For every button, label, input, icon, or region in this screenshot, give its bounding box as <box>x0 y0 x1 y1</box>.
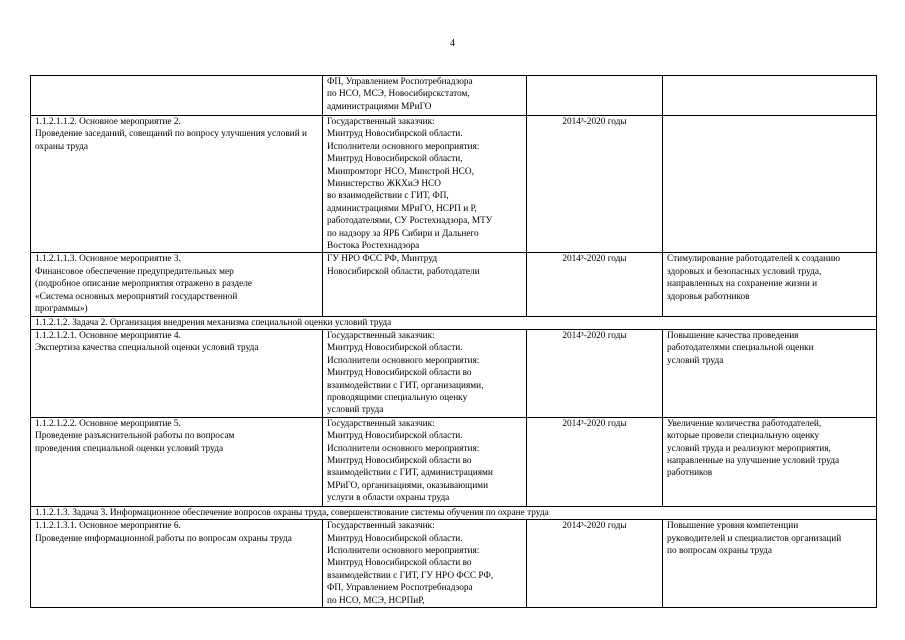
measure-cell <box>31 76 323 116</box>
task-row <box>31 506 877 519</box>
measure-cell: 1.1.2.1.2.1. Основное мероприятие 4. Экспертиза качества специальной оценки условий труда <box>31 329 323 417</box>
table-row <box>31 76 877 116</box>
period-cell <box>527 76 663 116</box>
executors-cell: Государственный заказчик: Минтруд Новосибирской области. Исполнители основного мероприятия: Минтруд Новосибирской области во взаимодействии с ГИТ, организациями, проводящими специальную оценку условий труда <box>323 329 527 417</box>
executors-cell: Государственный заказчик: Минтруд Новосибирской области. Исполнители основного мероприятия: Минтруд Новосибирской области во взаимодействии с ГИТ, администрациями МРиГО, организациями, оказывающими услуги в области охраны труда <box>323 417 527 506</box>
table-row <box>31 520 877 608</box>
executors-cell: ФП, Управлением Роспотребнадзора по НСО, МСЭ, Новосибирскстатом, администрациями МРиГО <box>323 76 527 116</box>
table-row <box>31 253 877 316</box>
measure-cell: 1.1.2.1.2.2. Основное мероприятие 5. Проведение разъяснительной работы по вопросам проведения специальной оценки условий труда <box>31 417 323 506</box>
table-row <box>31 116 877 253</box>
program-measures-table <box>30 75 877 608</box>
period-cell: 2014³-2020 годы <box>527 253 663 316</box>
table-row <box>31 329 877 417</box>
task-heading: 1.1.2.1.3. Задача 3. Информационное обеспечение вопросов охраны труда, совершенствование системы обучения по охране труда <box>31 506 877 519</box>
period-cell: 2014³-2020 годы <box>527 116 663 253</box>
result-cell: Повышение уровня компетенции руководителей и специалистов организаций по вопросам охраны труда <box>663 520 877 608</box>
result-cell: Повышение качества проведения работодателями специальной оценки условий труда <box>663 329 877 417</box>
result-cell: Увеличение количества работодателей, которые провели специальную оценку условий труда и реализуют мероприятия, направленные на улучшение условий труда работников <box>663 417 877 506</box>
measure-cell: 1.1.2.1.1.2. Основное мероприятие 2. Проведение заседаний, совещаний по вопросу улучшения условий и охраны труда <box>31 116 323 253</box>
page-number: 4 <box>450 38 455 49</box>
measure-cell: 1.1.2.1.3.1. Основное мероприятие 6. Проведение информационной работы по вопросам охраны труда <box>31 520 323 608</box>
measure-cell: 1.1.2.1.1.3. Основное мероприятие 3. Финансовое обеспечение предупредительных мер (подробное описание мероприятия отражено в разделе «Система основных мероприятий государственной программы») <box>31 253 323 316</box>
executors-cell: Государственный заказчик: Минтруд Новосибирской области. Исполнители основного мероприятия: Минтруд Новосибирской области во взаимодействии с ГИТ, ГУ НРО ФСС РФ, ФП, Управлением Роспотребнадзора по НСО, МСЭ, НСРПиР, <box>323 520 527 608</box>
task-heading: 1.1.2.1.2. Задача 2. Организация внедрения механизма специальной оценки условий труда <box>31 316 877 329</box>
task-row <box>31 316 877 329</box>
result-cell <box>663 116 877 253</box>
period-cell: 2014³-2020 годы <box>527 417 663 506</box>
period-cell: 2014³-2020 годы <box>527 329 663 417</box>
table-row <box>31 417 877 506</box>
result-cell: Стимулирование работодателей к созданию здоровых и безопасных условий труда, направленных на сохранение жизни и здоровья работников <box>663 253 877 316</box>
period-cell: 2014³-2020 годы <box>527 520 663 608</box>
executors-cell: ГУ НРО ФСС РФ, Минтруд Новосибирской области, работодатели <box>323 253 527 316</box>
executors-cell: Государственный заказчик: Минтруд Новосибирской области. Исполнители основного мероприятия: Минтруд Новосибирской области, Минпромторг НСО, Минстрой НСО, Министерство ЖКХиЭ НСО во взаимодействии с ГИТ, ФП, администрациями МРиГО, НСРП и Р, работодателями, СУ Ростехнадзора, МТУ по надзору за ЯРБ Сибири и Дальнего Востока Ростехнадзора <box>323 116 527 253</box>
result-cell <box>663 76 877 116</box>
